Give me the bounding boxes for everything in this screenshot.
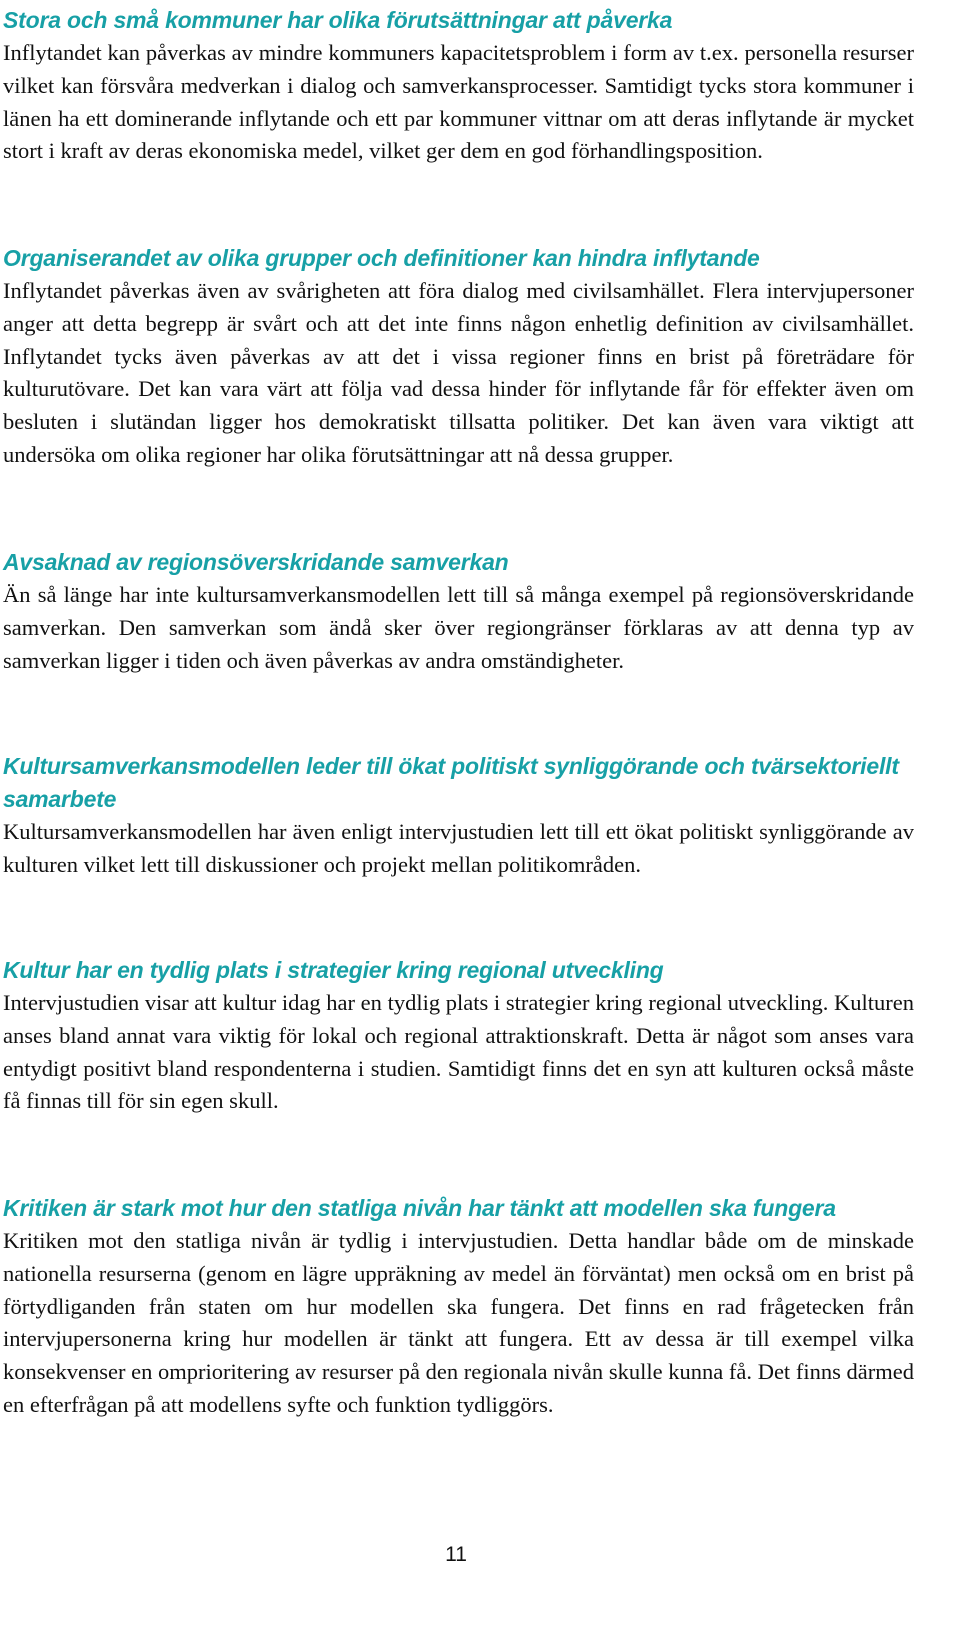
section-paragraph: Intervjustudien visar att kultur idag har en tydlig plats i strategier kring regional utveckling. Kulturen anses bland annat vara viktig för lokal och regional attraktionskraft. Detta är något som anses vara entydigt positivt bland respondenterna i studien. Samtidigt finns det en syn att kulturen också måste få finnas till för sin egen skull. — [3, 990, 914, 1114]
section-political-visibility — [3, 750, 914, 882]
page-number: 11 — [445, 1543, 467, 1566]
section-paragraph: Kritiken mot den statliga nivån är tydlig i intervjustudien. Detta handlar både om de minskade nationella resurserna (genom en lägre uppräkning av medel än förväntat) men också om en brist på förtydliganden från staten om hur modellen ska fungera. Det finns en rad frågetecken från intervjupersonerna kring hur modellen är tänkt att fungera. Ett av dessa är till exempel vilka konsekvenser en omprioritering av resurser på den regionala nivån skulle kunna få. Det finns därmed en efterfrågan på att modellens syfte och funktion tydliggörs. — [3, 1228, 914, 1417]
section-heading: Kultur har en tydlig plats i strategier kring regional utveckling — [3, 957, 664, 983]
section-regional-development — [3, 954, 914, 1118]
section-organising-groups — [3, 242, 914, 472]
section-heading: Stora och små kommuner har olika förutsättningar att påverka — [3, 7, 673, 33]
section-cross-regional-cooperation — [3, 546, 914, 677]
section-paragraph: Än så länge har inte kultursamverkansmodellen lett till så många exempel på regionsöverskridande samverkan. Den samverkan som ändå sker över regiongränser förklaras av att denna typ av samverkan ligger i tiden och även påverkas av andra omständigheter. — [3, 582, 914, 673]
section-state-criticism — [3, 1192, 914, 1422]
section-paragraph: Kultursamverkansmodellen har även enligt intervjustudien lett till ett ökat politiskt synliggörande av kulturen vilket lett till diskussioner och projekt mellan politikområden. — [3, 819, 914, 877]
section-small-large-municipalities — [3, 4, 914, 168]
section-heading: Organiserandet av olika grupper och definitioner kan hindra inflytande — [3, 245, 760, 271]
section-paragraph: Inflytandet kan påverkas av mindre kommuners kapacitetsproblem i form av t.ex. personella resurser vilket kan försvåra medverkan i dialog och samverkansprocesser. Samtidigt tycks stora kommuner i länen ha ett dominerande inflytande och ett par kommuner vittnar om att deras inflytande är mycket stort i kraft av deras ekonomiska medel, vilket ger dem en god förhandlingsposition. — [3, 40, 914, 164]
section-paragraph: Inflytandet påverkas även av svårigheten att föra dialog med civilsamhället. Flera intervjupersoner anger att detta begrepp är svårt och att det inte finns någon enhetlig definition av civilsamhället. Inflytandet tycks även påverkas av att det i vissa regioner finns en brist på företrädare för kulturutövare. Det kan vara värt att följa vad dessa hinder för inflytande får för effekter även om besluten i slutändan ligger hos demokratiskt tillsatta politiker. Det kan även vara viktigt att undersöka om olika regioner har olika förutsättningar att nå dessa grupper. — [3, 278, 914, 467]
section-heading: Kritiken är stark mot hur den statliga nivån har tänkt att modellen ska fungera — [3, 1195, 836, 1221]
section-heading: Avsaknad av regionsöverskridande samverkan — [3, 549, 509, 575]
section-heading: Kultursamverkansmodellen leder till ökat politiskt synliggörande och tvärsektoriellt samarbete — [3, 753, 899, 812]
